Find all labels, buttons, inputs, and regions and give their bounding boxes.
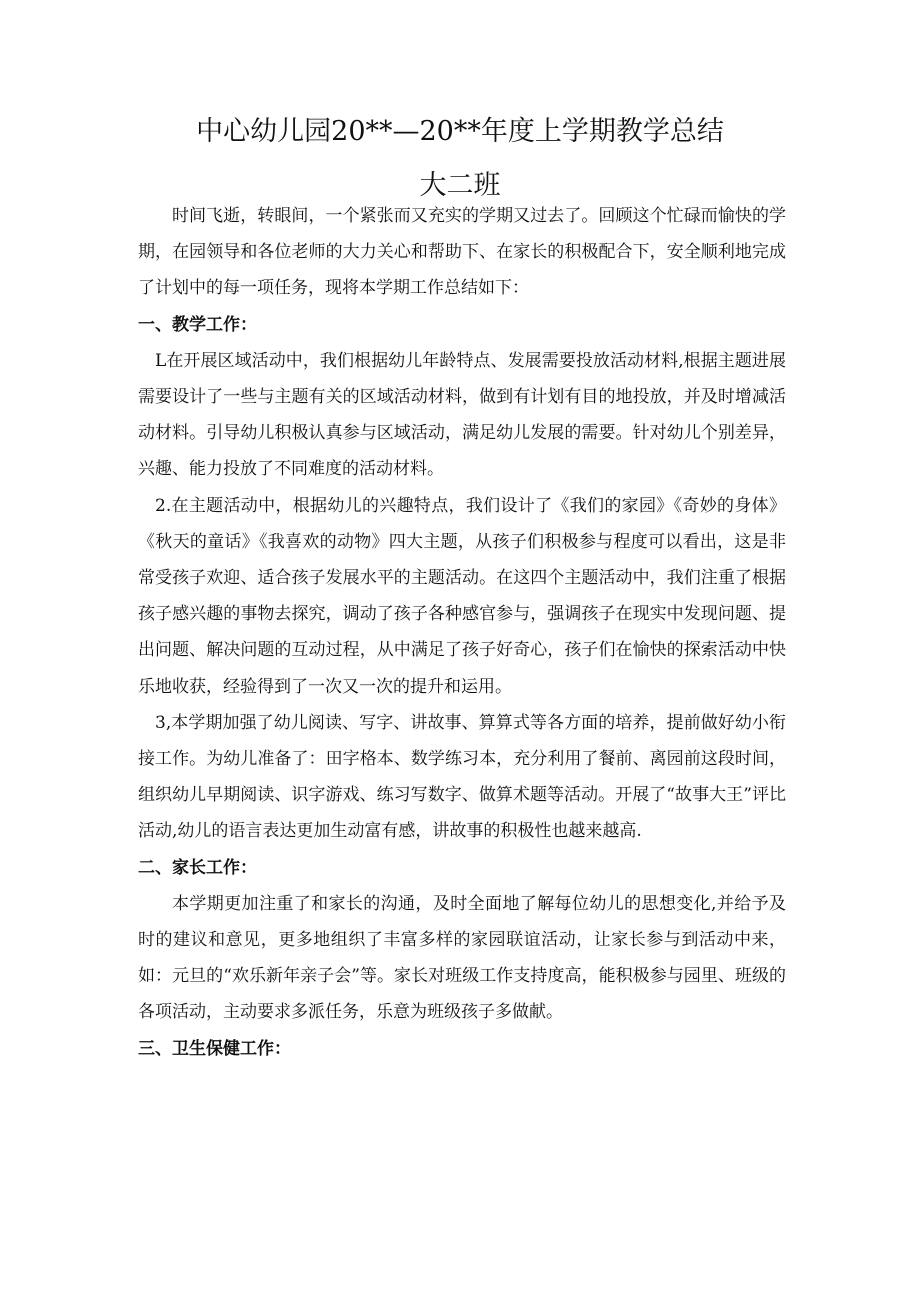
section-heading-parents: 二、家长工作：	[138, 857, 257, 878]
document-body	[138, 198, 786, 1067]
teaching-item-2: 2.在主题活动中，根据幼儿的兴趣特点，我们设计了《我们的家园》《奇妙的身体》《秋天的童话》《我喜欢的动物》四大主题，从孩子们积极参与程度可以看出，这是非常受孩子欢迎、适合孩子发展水平的主题活动。在这四个主题活动中，我们注重了根据孩子感兴趣的事物去探究，调动了孩子各种感官参与，强调孩子在现实中发现问题、提出问题、解决问题的互动过程，从中满足了孩子好奇心，孩子们在愉快的探索活动中快乐地收获，经验得到了一次又一次的提升和运用。	[138, 495, 786, 697]
intro-paragraph: 时间飞逝，转眼间，一个紧张而又充实的学期又过去了。回顾这个忙碌而愉快的学期，在园领导和各位老师的大力关心和帮助下、在家长的积极配合下，安全顺利地完成了计划中的每一项任务，现将本学期工作总结如下：	[138, 206, 786, 299]
parents-paragraph: 本学期更加注重了和家长的沟通，及时全面地了解每位幼儿的思想变化,并给予及时的建议和意见，更多地组织了丰富多样的家园联谊活动，让家长参与到活动中来，如：元旦的“欢乐新年亲子会”等。家长对班级工作支持度高，能积极参与园里、班级的各项活动，主动要求多派任务，乐意为班级孩子多做献。	[138, 893, 786, 1023]
section-heading-health: 三、卫生保健工作：	[138, 1038, 291, 1059]
teaching-item-1: L在开展区域活动中，我们根据幼儿年龄特点、发展需要投放活动材料,根据主题进展需要设计了一些与主题有关的区域活动材料，做到有计划有目的地投放，并及时增减活动材料。引导幼儿积极认真参与区域活动，满足幼儿发展的需要。针对幼儿个别差异，兴趣、能力投放了不同难度的活动材料。	[138, 350, 786, 480]
section-heading-teaching: 一、教学工作：	[138, 314, 257, 335]
document-title: 中心幼儿园20**—20**年度上学期教学总结	[196, 116, 724, 147]
teaching-item-3: 3,本学期加强了幼儿阅读、写字、讲故事、算算式等各方面的培养，提前做好幼小衔接工作。为幼儿准备了：田字格本、数学练习本，充分利用了餐前、离园前这段时间，组织幼儿早期阅读、识字游戏、练习写数字、做算术题等活动。开展了“故事大王”评比活动,幼儿的语言表达更加生动富有感，讲故事的积极性也越来越高.	[138, 712, 786, 842]
document-subtitle: 大二班	[419, 170, 501, 201]
